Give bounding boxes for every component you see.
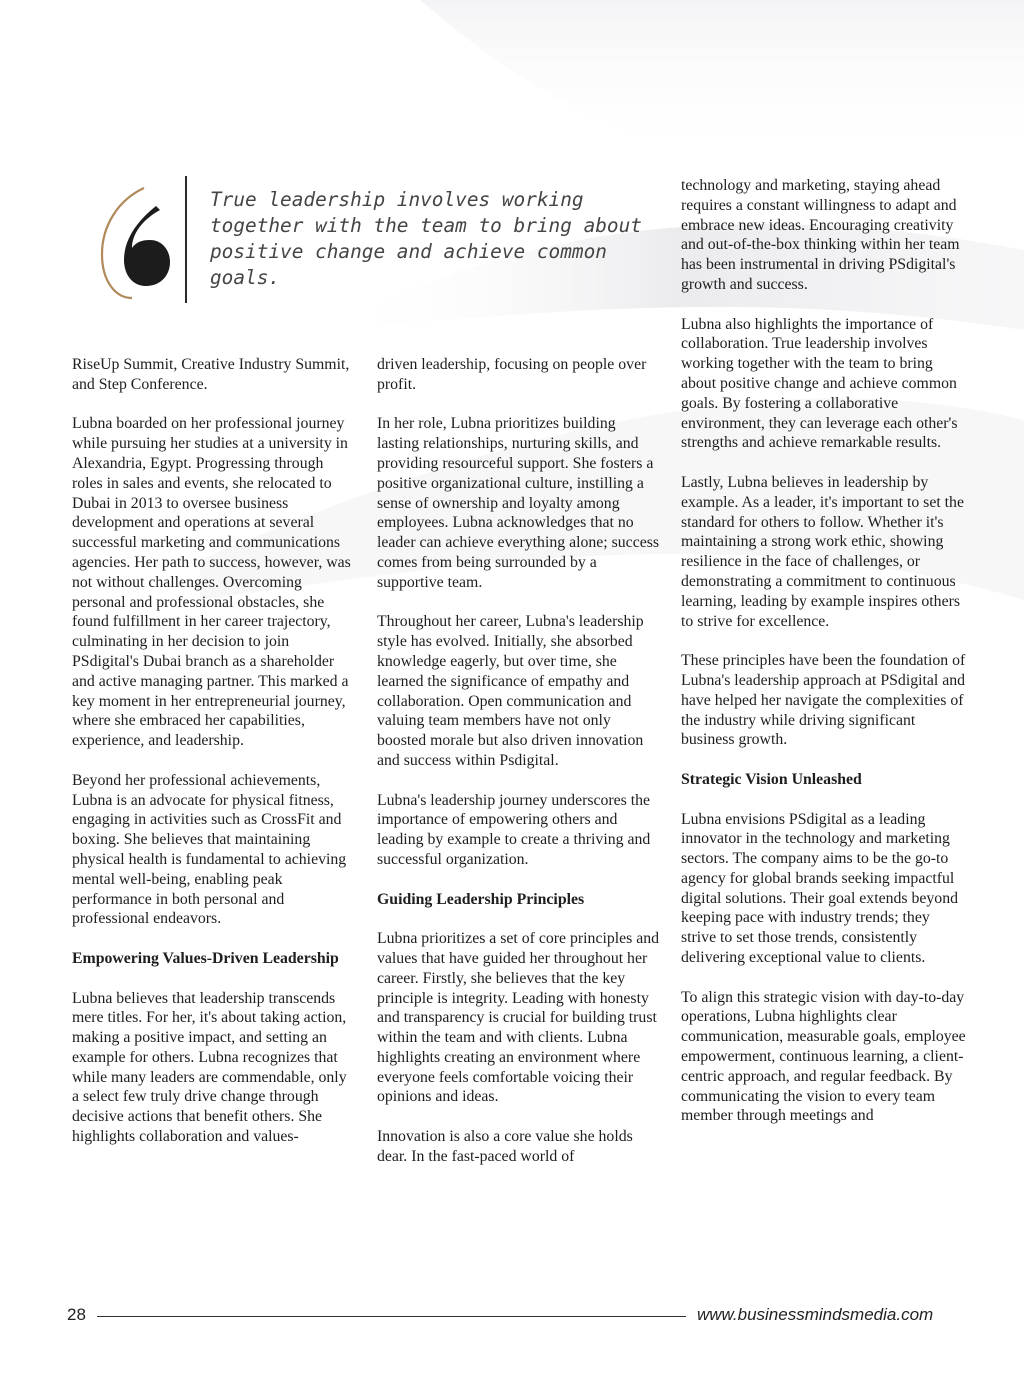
paragraph: Throughout her career, Lubna's leadership style has evolved. Initially, she absorbed knowledge eagerly, but over time, she learned the significance of empathy and collaboration. Open communication and valuing team members have not only boosted morale but also driven innovation and success within Psdigital. [377,613,644,769]
pull-quote-text: True leadership involves working together with the team to bring about positive change and achieve common goals. [210,188,642,289]
paragraph: Beyond her professional achievements, Lubna is an advocate for physical fitness, engaging in activities such as CrossFit and boxing. She believes that maintaining physical health is fundamental to achieving mental well-being, enabling peak performance in both personal and professional endeavors. [72,771,347,928]
paragraph: Lastly, Lubna believes in leadership by example. As a leader, it's important to set the standard for others to follow. Whether it's maintaining a strong work ethic, showing resilience in the face of challenges, or demonstrating a commitment to continuous learning, leading by example inspires others to strive for excellence. [681,473,964,630]
opening-quote-icon [98,182,180,300]
article-column-3 [681,176,966,1126]
quote-divider [185,176,187,303]
paragraph: Lubna envisions PSdigital as a leading innovator in the technology and marketing sectors. The company aims to be the go-to agency for global brands seeking impactful digital solutions. Their goal extends beyond keeping pace with industry trends; they strive to set those trends, consistently delivering exceptional value to clients. [681,810,958,967]
page-footer [0,1300,1024,1330]
paragraph: Lubna boarded on her professional journey while pursuing her studies at a university in Alexandria, Egypt. Progressing through roles in sales and events, she relocated to Dubai in 2013 to oversee business development and operations at several successful marketing and communications agencies. Her path to success, however, was not without challenges. Overcoming personal and professional obstacles, she found fulfillment in her career trajectory, culminating in her decision to join PSdigital's Dubai branch as a shareholder and active managing partner. This marked a key moment in her entrepreneurial journey, where she embraced her capabilities, experience, and leadership. [72,415,351,750]
article-column-1 [72,355,356,1147]
paragraph: These principles have been the foundation of Lubna's leadership approach at PSdigital and have helped her navigate the complexities of the industry while driving significant business growth. [681,652,966,749]
section-heading: Guiding Leadership Principles [377,890,585,908]
paragraph: In her role, Lubna prioritizes building lasting relationships, nurturing skills, and providing resourceful support. She fosters a positive organizational culture, instilling a sense of ownership and loyalty among employees. Lubna acknowledges that no leader can achieve everything alone; success comes from being surrounded by a supportive team. [377,415,660,591]
paragraph: technology and marketing, staying ahead requires a constant willingness to adapt and embrace new ideas. Encouraging creativity and out-of-the-box thinking within her team has been instrumental in driving PSdigital's growth and success. [681,177,960,293]
website-link[interactable]: www.businessmindsmedia.com [697,1305,934,1324]
paragraph: Lubna believes that leadership transcends mere titles. For her, it's about taking action, making a positive impact, and setting an example for others. Lubna recognizes that while many leaders are commendable, only a select few truly drive change through decisive actions that benefit others. She highlights collaboration and values- [72,989,347,1146]
paragraph: driven leadership, focusing on people over profit. [377,356,647,393]
pull-quote [98,176,658,306]
paragraph: Lubna also highlights the importance of collaboration. True leadership involves working together with the team to bring about positive change and achieve common goals. By fostering a collaborative environment, they can leverage each other's strengths and achieve remarkable results. [681,315,958,452]
paragraph: To align this strategic vision with day-to-day operations, Lubna highlights clear communication, measurable goals, employee empowerment, continuous learning, a client-centric approach, and regular feedback. By communicating the vision to every team member through meetings and [681,988,966,1125]
page-number: 28 [67,1305,86,1324]
paragraph: Lubna prioritizes a set of core principles and values that have guided her throughout her career. Firstly, she believes that the key principle is integrity. Leading with honesty and transparency is crucial for building trust within the team and with clients. Lubna highlights creating an environment where everyone feels comfortable voicing their opinions and ideas. [377,930,660,1106]
section-heading: Empowering Values-Driven Leadership [72,949,339,967]
footer-divider [97,1316,686,1317]
paragraph: Lubna's leadership journey underscores the importance of empowering others and leading by example to create a thriving and successful organization. [377,791,651,868]
section-heading: Strategic Vision Unleashed [681,770,862,788]
paragraph: Innovation is also a core value she holds dear. In the fast-paced world of [377,1128,633,1165]
article-column-2 [377,355,661,1167]
paragraph: RiseUp Summit, Creative Industry Summit, and Step Conference. [72,356,350,393]
